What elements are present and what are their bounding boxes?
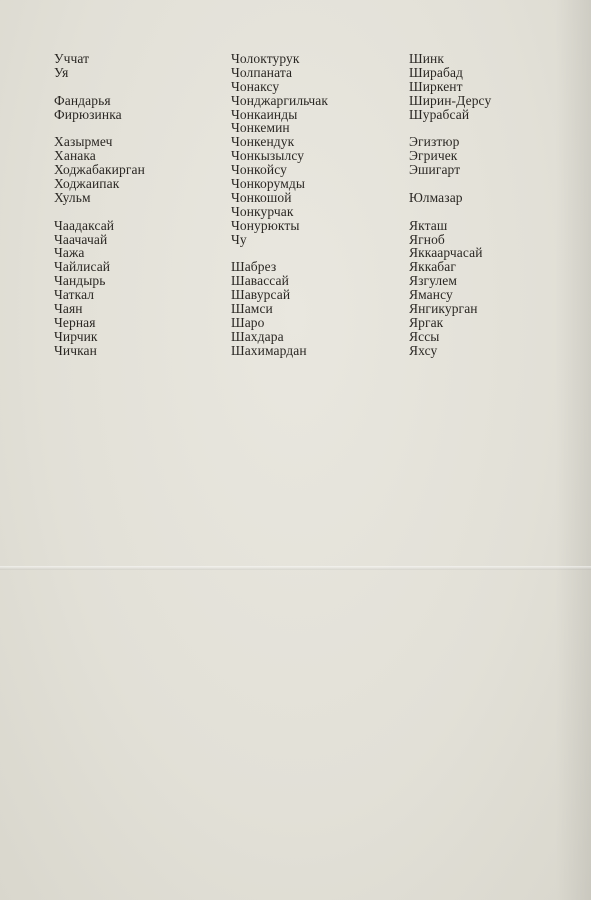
list-item: Чаян [54,301,83,317]
list-item: Ханака [54,148,96,164]
list-item: Чонурюкты [231,217,300,233]
list-item: Фандарья [54,92,111,108]
list-item: Чажа [54,245,85,261]
word-column-3 [409,52,491,358]
list-item: Чаадаксай [54,217,115,233]
list-item: Шахдара [231,328,284,344]
list-item: Чаткал [54,287,95,303]
list-item: Чичкан [54,342,97,358]
list-item: Фирюзинка [54,106,122,122]
list-item: Чонкойсу [231,162,287,178]
list-item: Яккаарчасай [409,245,483,261]
list-item: Эгричек [409,148,458,164]
list-item: Чонаксу [231,78,280,94]
list-item: Ходжаипак [54,176,120,192]
list-item: Чандырь [54,273,106,289]
list-item: Ширин-Дерсу [409,92,492,108]
list-item: Чонкорумды [231,176,305,192]
list-item: Уччат [54,51,90,66]
list-item: Эшигарт [409,162,461,178]
list-item: Язгулем [409,273,458,289]
list-item: Шурабсай [409,106,470,122]
list-item: Яссы [409,328,440,344]
word-column-1 [54,52,145,358]
blank-line [409,177,491,191]
list-item: Шавурсай [231,287,291,303]
blank-line [54,121,145,135]
list-item: Ширабад [409,64,464,80]
list-item: Шаро [231,314,265,330]
list-item: Чонкемин [231,120,290,136]
list-item: Ягноб [409,231,445,247]
blank-line [409,121,491,135]
list-item: Янгикурган [409,301,478,317]
list-item: Хазырмеч [54,134,113,150]
list-item: Ямансу [409,287,453,303]
word-column-2 [231,52,328,358]
list-item: Чонкурчак [231,203,294,219]
list-item: Эгизтюр [409,134,460,150]
list-item: Шавассай [231,273,289,289]
list-item: Чонкызылсу [231,148,305,164]
list-item: Шамси [231,301,273,317]
list-item: Юлмазар [409,189,463,205]
list-item: Чолпаната [231,64,293,80]
list-item: Чаачачай [54,231,108,247]
list-item: Шинк [409,51,445,66]
list-item: Яхсу [409,342,438,358]
list-item: Чонкендук [231,134,295,150]
list-item: Чайлисай [54,259,111,275]
list-item: Чонкошой [231,189,292,205]
list-item: Ширкент [409,78,463,94]
list-item: Чонджаргильчак [231,92,329,108]
list-item: Шабрез [231,259,277,275]
blank-line [54,205,145,219]
list-item: Ходжабакирган [54,162,145,178]
list-item: Чонкаинды [231,106,298,122]
blank-line [54,80,145,94]
blank-line [231,246,328,260]
list-item: Якташ [409,217,448,233]
list-item: Уя [54,64,69,80]
list-item: Чу [231,231,247,247]
list-item: Яргак [409,314,444,330]
list-item: Шахимардан [231,342,307,358]
list-item: Чирчик [54,328,98,344]
blank-line [409,205,491,219]
list-item: Черная [54,314,96,330]
list-item: Хульм [54,189,91,205]
paper-fold-line [0,566,591,570]
list-item: Яккабаг [409,259,457,275]
list-item: Чолоктурук [231,51,300,66]
